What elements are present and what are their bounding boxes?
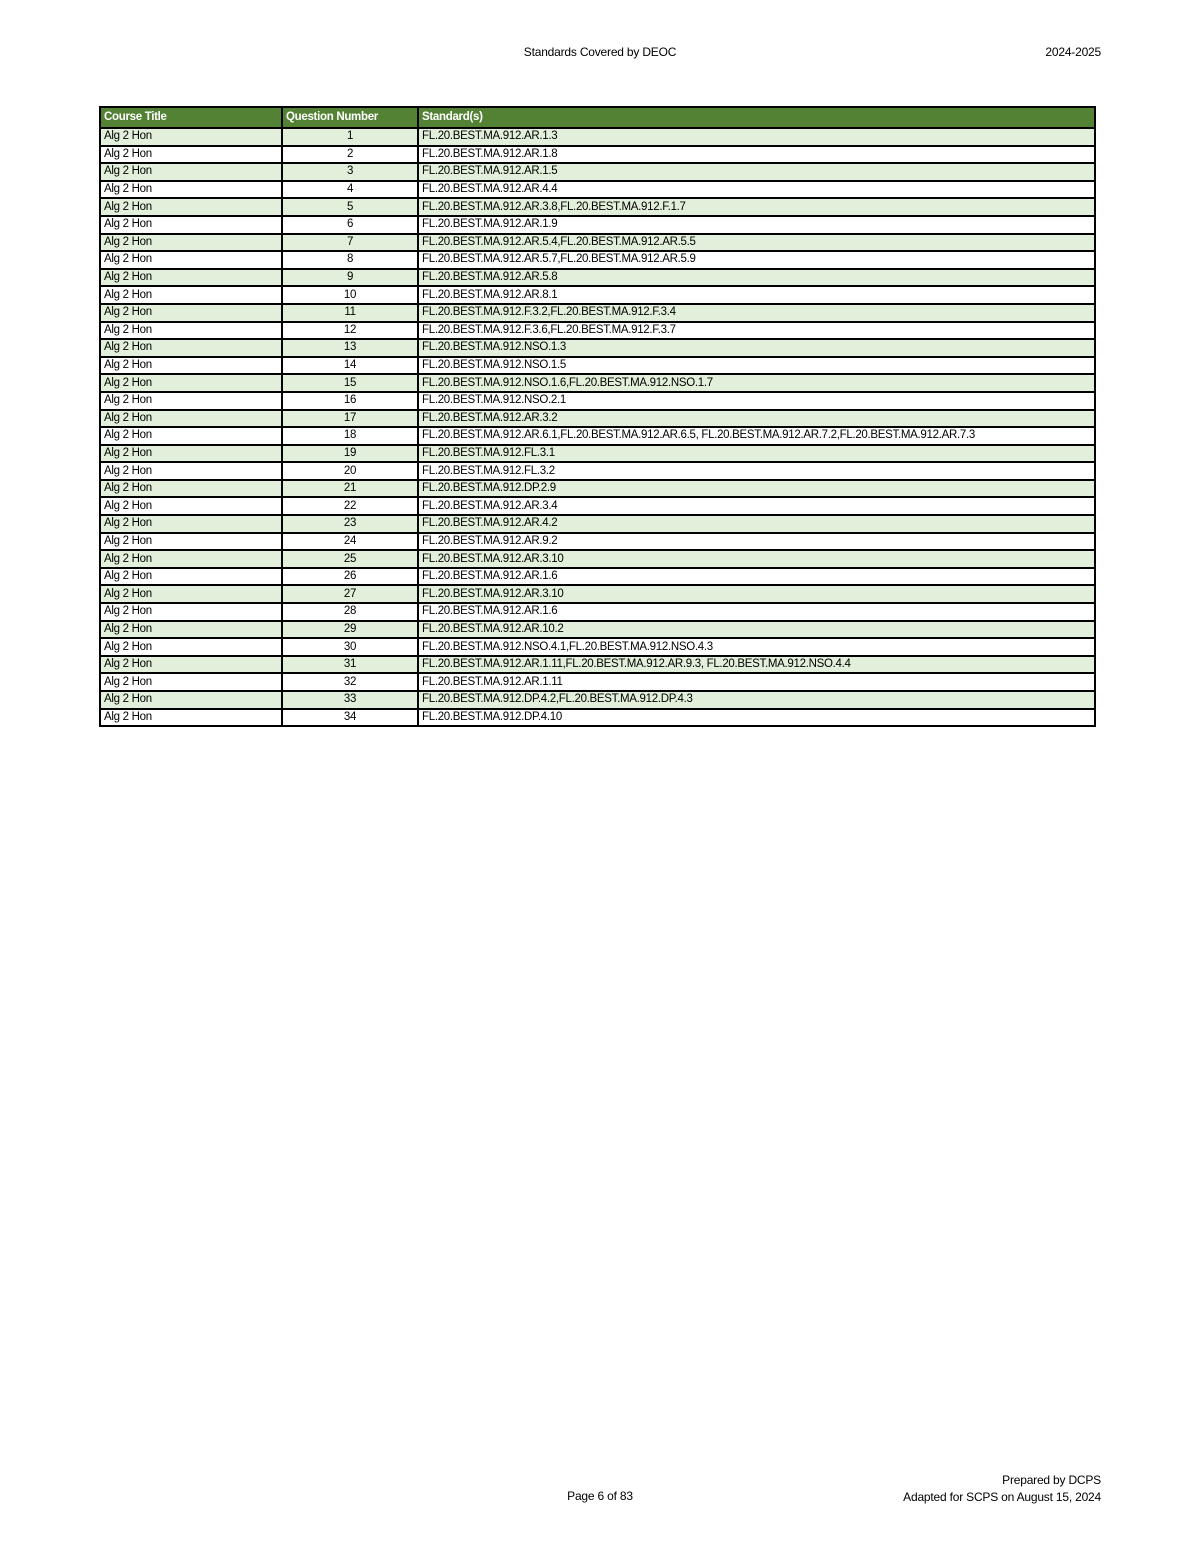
cell-standards: FL.20.BEST.MA.912.DP.2.9 xyxy=(418,480,1095,498)
adapted-note: Adapted for SCPS on August 15, 2024 xyxy=(903,1490,1101,1504)
cell-course-title: Alg 2 Hon xyxy=(100,251,282,269)
cell-course-title: Alg 2 Hon xyxy=(100,410,282,428)
table-row xyxy=(100,269,1095,287)
table-row xyxy=(100,216,1095,234)
table-row xyxy=(100,515,1095,533)
cell-standards: FL.20.BEST.MA.912.AR.1.11,FL.20.BEST.MA.912.AR.9.3, FL.20.BEST.MA.912.NSO.4.4 xyxy=(418,656,1095,674)
school-year: 2024-2025 xyxy=(1045,45,1101,59)
cell-course-title: Alg 2 Hon xyxy=(100,234,282,252)
table-row xyxy=(100,128,1095,146)
cell-standards: FL.20.BEST.MA.912.AR.1.6 xyxy=(418,603,1095,621)
cell-standards: FL.20.BEST.MA.912.DP.4.10 xyxy=(418,709,1095,727)
table-row xyxy=(100,322,1095,340)
table-row xyxy=(100,638,1095,656)
table-row xyxy=(100,709,1095,727)
table-body xyxy=(100,128,1095,726)
cell-question-number: 32 xyxy=(282,673,418,691)
table-row xyxy=(100,339,1095,357)
cell-course-title: Alg 2 Hon xyxy=(100,462,282,480)
cell-question-number: 18 xyxy=(282,427,418,445)
cell-course-title: Alg 2 Hon xyxy=(100,339,282,357)
page-title: Standards Covered by DEOC xyxy=(523,45,677,59)
cell-question-number: 1 xyxy=(282,128,418,146)
cell-question-number: 23 xyxy=(282,515,418,533)
cell-standards: FL.20.BEST.MA.912.AR.1.5 xyxy=(418,163,1095,181)
table-row xyxy=(100,568,1095,586)
cell-question-number: 16 xyxy=(282,392,418,410)
cell-question-number: 26 xyxy=(282,568,418,586)
cell-question-number: 12 xyxy=(282,322,418,340)
table-row xyxy=(100,691,1095,709)
cell-course-title: Alg 2 Hon xyxy=(100,304,282,322)
cell-course-title: Alg 2 Hon xyxy=(100,568,282,586)
cell-course-title: Alg 2 Hon xyxy=(100,357,282,375)
cell-question-number: 5 xyxy=(282,198,418,216)
cell-course-title: Alg 2 Hon xyxy=(100,286,282,304)
column-header-course-title: Course Title xyxy=(100,107,282,128)
cell-course-title: Alg 2 Hon xyxy=(100,392,282,410)
cell-course-title: Alg 2 Hon xyxy=(100,181,282,199)
cell-course-title: Alg 2 Hon xyxy=(100,550,282,568)
cell-course-title: Alg 2 Hon xyxy=(100,656,282,674)
table-row xyxy=(100,357,1095,375)
cell-standards: FL.20.BEST.MA.912.NSO.1.5 xyxy=(418,357,1095,375)
cell-course-title: Alg 2 Hon xyxy=(100,480,282,498)
cell-standards: FL.20.BEST.MA.912.AR.5.7,FL.20.BEST.MA.912.AR.5.9 xyxy=(418,251,1095,269)
table-row xyxy=(100,392,1095,410)
cell-question-number: 20 xyxy=(282,462,418,480)
cell-question-number: 4 xyxy=(282,181,418,199)
page-number: Page 6 of 83 xyxy=(567,1489,633,1503)
table-header-row xyxy=(100,107,1095,128)
cell-course-title: Alg 2 Hon xyxy=(100,374,282,392)
table-row xyxy=(100,550,1095,568)
table-row xyxy=(100,621,1095,639)
cell-course-title: Alg 2 Hon xyxy=(100,533,282,551)
cell-standards: FL.20.BEST.MA.912.F.3.6,FL.20.BEST.MA.912.F.3.7 xyxy=(418,322,1095,340)
table-row xyxy=(100,286,1095,304)
cell-standards: FL.20.BEST.MA.912.AR.9.2 xyxy=(418,533,1095,551)
cell-question-number: 24 xyxy=(282,533,418,551)
column-header-question-number: Question Number xyxy=(282,107,418,128)
cell-standards: FL.20.BEST.MA.912.AR.5.8 xyxy=(418,269,1095,287)
cell-standards: FL.20.BEST.MA.912.AR.3.8,FL.20.BEST.MA.912.F.1.7 xyxy=(418,198,1095,216)
cell-standards: FL.20.BEST.MA.912.NSO.2.1 xyxy=(418,392,1095,410)
cell-question-number: 22 xyxy=(282,497,418,515)
cell-course-title: Alg 2 Hon xyxy=(100,638,282,656)
cell-course-title: Alg 2 Hon xyxy=(100,709,282,727)
cell-question-number: 31 xyxy=(282,656,418,674)
table-row xyxy=(100,445,1095,463)
cell-standards: FL.20.BEST.MA.912.AR.4.2 xyxy=(418,515,1095,533)
cell-question-number: 15 xyxy=(282,374,418,392)
table-row xyxy=(100,146,1095,164)
cell-question-number: 11 xyxy=(282,304,418,322)
cell-question-number: 2 xyxy=(282,146,418,164)
cell-standards: FL.20.BEST.MA.912.NSO.1.6,FL.20.BEST.MA.912.NSO.1.7 xyxy=(418,374,1095,392)
footer-credits xyxy=(903,1472,1101,1506)
cell-standards: FL.20.BEST.MA.912.AR.4.4 xyxy=(418,181,1095,199)
cell-course-title: Alg 2 Hon xyxy=(100,673,282,691)
table-row xyxy=(100,181,1095,199)
cell-standards: FL.20.BEST.MA.912.FL.3.2 xyxy=(418,462,1095,480)
cell-course-title: Alg 2 Hon xyxy=(100,269,282,287)
cell-standards: FL.20.BEST.MA.912.F.3.2,FL.20.BEST.MA.912.F.3.4 xyxy=(418,304,1095,322)
cell-course-title: Alg 2 Hon xyxy=(100,603,282,621)
cell-course-title: Alg 2 Hon xyxy=(100,691,282,709)
cell-question-number: 10 xyxy=(282,286,418,304)
prepared-by: Prepared by DCPS xyxy=(1002,1473,1101,1487)
cell-standards: FL.20.BEST.MA.912.FL.3.1 xyxy=(418,445,1095,463)
cell-standards: FL.20.BEST.MA.912.AR.3.10 xyxy=(418,585,1095,603)
cell-question-number: 29 xyxy=(282,621,418,639)
table-row xyxy=(100,673,1095,691)
cell-question-number: 19 xyxy=(282,445,418,463)
table-row xyxy=(100,198,1095,216)
cell-question-number: 34 xyxy=(282,709,418,727)
cell-course-title: Alg 2 Hon xyxy=(100,128,282,146)
cell-course-title: Alg 2 Hon xyxy=(100,216,282,234)
cell-question-number: 27 xyxy=(282,585,418,603)
table-row xyxy=(100,234,1095,252)
standards-table xyxy=(99,106,1096,727)
table-row xyxy=(100,497,1095,515)
table-row xyxy=(100,603,1095,621)
cell-standards: FL.20.BEST.MA.912.AR.3.4 xyxy=(418,497,1095,515)
cell-question-number: 33 xyxy=(282,691,418,709)
cell-standards: FL.20.BEST.MA.912.AR.3.2 xyxy=(418,410,1095,428)
cell-standards: FL.20.BEST.MA.912.AR.1.9 xyxy=(418,216,1095,234)
table-row xyxy=(100,251,1095,269)
cell-course-title: Alg 2 Hon xyxy=(100,515,282,533)
cell-question-number: 17 xyxy=(282,410,418,428)
cell-question-number: 30 xyxy=(282,638,418,656)
table-row xyxy=(100,480,1095,498)
table-row xyxy=(100,304,1095,322)
table-row xyxy=(100,163,1095,181)
cell-course-title: Alg 2 Hon xyxy=(100,163,282,181)
cell-course-title: Alg 2 Hon xyxy=(100,497,282,515)
table-row xyxy=(100,374,1095,392)
table-row xyxy=(100,462,1095,480)
cell-standards: FL.20.BEST.MA.912.NSO.4.1,FL.20.BEST.MA.912.NSO.4.3 xyxy=(418,638,1095,656)
cell-question-number: 13 xyxy=(282,339,418,357)
cell-question-number: 9 xyxy=(282,269,418,287)
table-row xyxy=(100,410,1095,428)
cell-standards: FL.20.BEST.MA.912.AR.3.10 xyxy=(418,550,1095,568)
cell-question-number: 28 xyxy=(282,603,418,621)
cell-standards: FL.20.BEST.MA.912.AR.8.1 xyxy=(418,286,1095,304)
cell-standards: FL.20.BEST.MA.912.AR.10.2 xyxy=(418,621,1095,639)
cell-standards: FL.20.BEST.MA.912.AR.1.11 xyxy=(418,673,1095,691)
cell-question-number: 7 xyxy=(282,234,418,252)
cell-question-number: 8 xyxy=(282,251,418,269)
cell-course-title: Alg 2 Hon xyxy=(100,146,282,164)
cell-course-title: Alg 2 Hon xyxy=(100,621,282,639)
cell-standards: FL.20.BEST.MA.912.AR.1.8 xyxy=(418,146,1095,164)
cell-standards: FL.20.BEST.MA.912.AR.1.3 xyxy=(418,128,1095,146)
cell-standards: FL.20.BEST.MA.912.AR.6.1,FL.20.BEST.MA.912.AR.6.5, FL.20.BEST.MA.912.AR.7.2,FL.20.BEST.MA.912.AR.7.3 xyxy=(418,427,1095,445)
cell-standards: FL.20.BEST.MA.912.AR.1.6 xyxy=(418,568,1095,586)
cell-course-title: Alg 2 Hon xyxy=(100,198,282,216)
cell-standards: FL.20.BEST.MA.912.DP.4.2,FL.20.BEST.MA.912.DP.4.3 xyxy=(418,691,1095,709)
cell-course-title: Alg 2 Hon xyxy=(100,322,282,340)
cell-course-title: Alg 2 Hon xyxy=(100,427,282,445)
cell-question-number: 25 xyxy=(282,550,418,568)
cell-question-number: 3 xyxy=(282,163,418,181)
table-row xyxy=(100,656,1095,674)
cell-question-number: 21 xyxy=(282,480,418,498)
cell-standards: FL.20.BEST.MA.912.NSO.1.3 xyxy=(418,339,1095,357)
column-header-standards: Standard(s) xyxy=(418,107,1095,128)
cell-course-title: Alg 2 Hon xyxy=(100,445,282,463)
cell-question-number: 14 xyxy=(282,357,418,375)
table-row xyxy=(100,533,1095,551)
cell-question-number: 6 xyxy=(282,216,418,234)
cell-course-title: Alg 2 Hon xyxy=(100,585,282,603)
table-row xyxy=(100,427,1095,445)
table-row xyxy=(100,585,1095,603)
cell-standards: FL.20.BEST.MA.912.AR.5.4,FL.20.BEST.MA.912.AR.5.5 xyxy=(418,234,1095,252)
